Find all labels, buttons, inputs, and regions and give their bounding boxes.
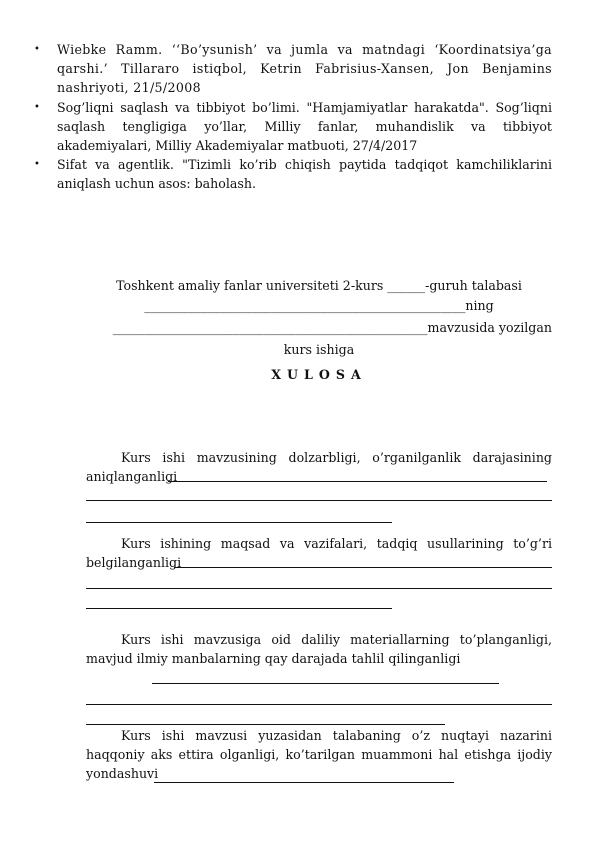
criterion-materials: [86, 630, 552, 668]
cover-line-topic: [86, 318, 552, 337]
topic-blank: __________________________________________________: [112, 320, 428, 335]
criterion-text: Kurs ishining maqsad va vazifalari, tadqiq usullarining to’g’ri belgilanganligi: [86, 536, 552, 570]
criterion-text: Kurs ishi mavzusining dolzarbligi, o’rganilganlik darajasining aniqlanganligi: [86, 450, 552, 484]
answer-line: [86, 500, 552, 501]
topic-suffix: mavzusida yozilgan: [427, 320, 552, 335]
student-name-blank: ___________________________________________________: [144, 298, 466, 313]
cover-line-course-work: kurs ishiga: [283, 342, 355, 357]
answer-line: [86, 588, 552, 589]
criterion-approach: [86, 726, 552, 783]
cover-line-university: Toshkent amaliy fanlar universiteti 2-kurs ______-guruh talabasi: [116, 278, 522, 293]
student-suffix: ning: [465, 298, 494, 313]
answer-line: [152, 683, 499, 684]
reference-item: • Wiebke Ramm. ‘‘Bo’ysunish’ va jumla va matndagi ‘Koordinatsiya’ga qarshi.’ Tillararo istiqbol, Ketrin Fabrisius-Xansen, Jon Benjamins nashriyoti, 21/5/2008: [34, 40, 552, 98]
cover-line-student: [86, 296, 552, 315]
answer-line: [168, 481, 547, 482]
reference-list: [34, 40, 552, 194]
answer-line: [86, 522, 392, 523]
reference-item: • Sog’liqni saqlash va tibbiyot bo’limi. "Hamjamiyatlar harakatda". Sog’liqni saqlash tengligiga yo’llar, Milliy fanlar, muhandislik va tibbiyot akademiyalari, Milliy Akademiyalar matbuoti, 27/4/2017: [34, 98, 552, 156]
answer-line: [174, 567, 552, 568]
reference-item: • Sifat va agentlik. "Tizimli ko’rib chiqish paytida tadqiqot kamchiliklarini aniqlash uchun asos: baholash.: [34, 155, 552, 193]
answer-line: [86, 704, 552, 705]
answer-line: [154, 782, 454, 783]
criterion-text: Kurs ishi mavzusi yuzasidan talabaning o’z nuqtayi nazarini haqqoniy aks ettira olganligi, ko’tarilgan muammoni hal etishga ijodiy yondashuvi: [86, 728, 552, 781]
criterion-text: Kurs ishi mavzusiga oid daliliy materiallarning to’planganligi, mavjud ilmiy manbalarning qay darajada tahlil qilinganligi: [86, 632, 552, 666]
answer-line: [86, 724, 445, 725]
answer-line: [86, 608, 392, 609]
conclusion-title: XULOSA: [271, 367, 367, 382]
